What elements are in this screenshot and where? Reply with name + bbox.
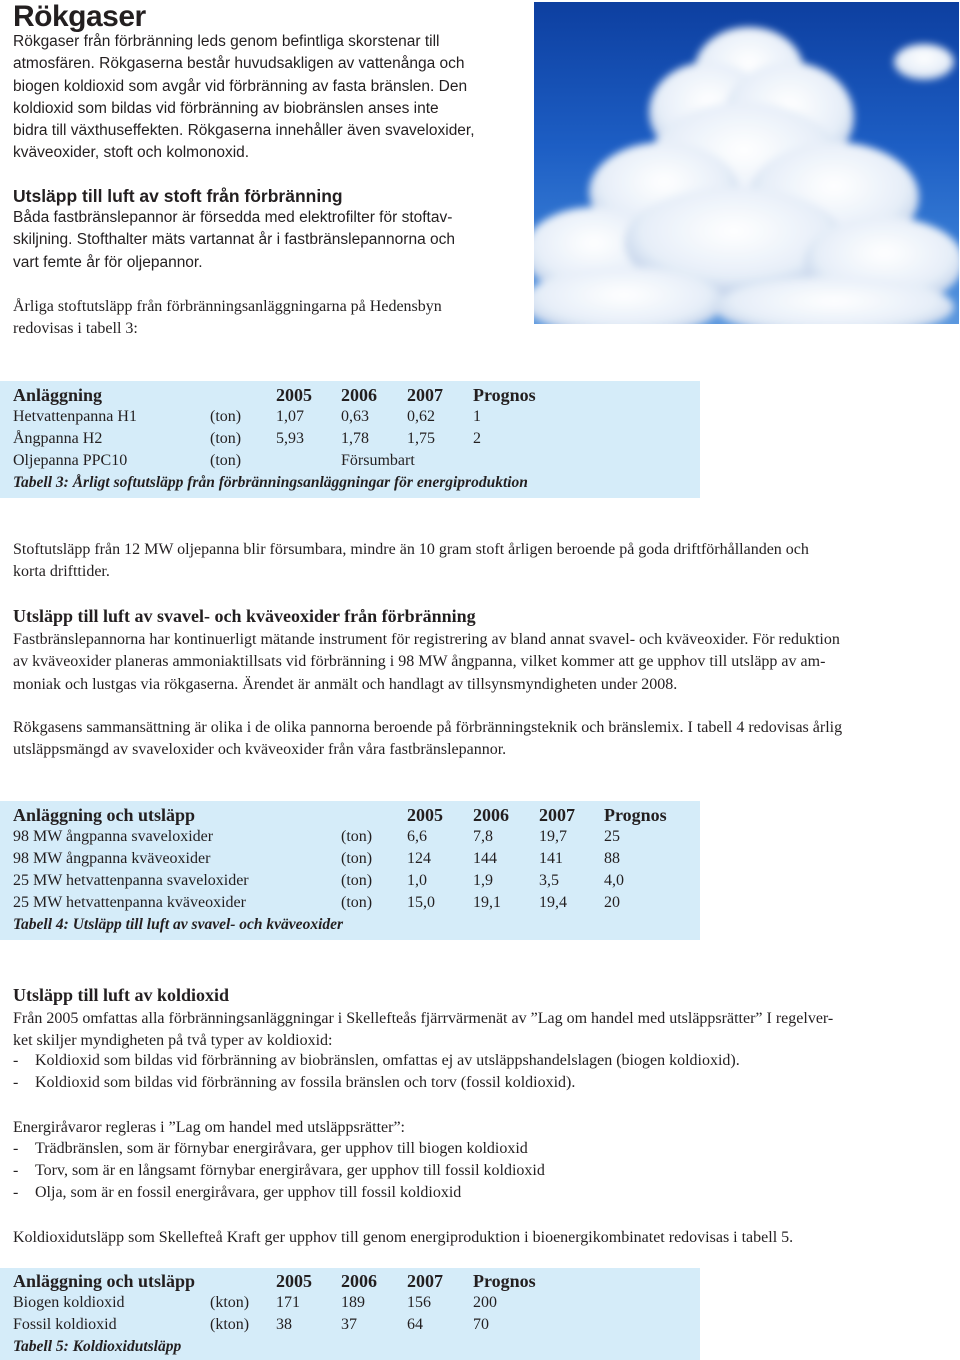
table-caption-text: Tabell 3: Årligt softutsläpp från förbränningsanläggningar för energiproduktion [13,474,528,491]
section-heading-oxider: Utsläpp till luft av svavel- och kväveoxider från förbränning [13,606,476,626]
table-cell: 1,75 [407,430,435,447]
table-caption-text: Tabell 4: Utsläpp till luft av svavel- och kväveoxider [13,916,344,933]
table-cell: 25 MW hetvattenpanna kväveoxider [13,894,246,911]
energy-intro: Energiråvaror regleras i ”Lag om handel med utsläppsrätter”: [13,1119,405,1136]
list-item-text: Olja, som är en fossil energiråvara, ger upphov till fossil koldioxid [35,1184,462,1201]
table-header-cell: 2007 [407,1271,443,1291]
cloud-illustration [534,2,959,324]
table-cell: 141 [539,850,563,867]
table-cell: 0,63 [341,408,369,425]
intro-line: atmosfären. Rökgaserna består huvudsakligen av vattenånga och [13,55,465,73]
table-row [0,872,700,894]
table-cell: 37 [341,1316,357,1333]
table3-intro-line: Årliga stoftutsläpp från förbränningsanläggningarna på Hedensbyn [13,298,442,315]
table-caption [0,474,700,496]
table-cell: (ton) [341,850,373,867]
table-row [0,894,700,916]
table-header-cell: 2007 [539,805,575,825]
table-cell: 1,78 [341,430,369,447]
table-cell: 25 [604,828,620,845]
table-cell: Ångpanna H2 [13,430,103,447]
closing-paragraph: Koldioxidutsläpp som Skellefteå Kraft ger upphov till genom energiproduktion i bioenergikombinatet redovisas i tabell 5. [13,1229,794,1246]
section-oxider-line: av kväveoxider planeras ammoniaktillsats vid förbränning i 98 MW ångpanna, vilket kommer att ge upphov till utsläpp av am- [13,653,826,671]
table-cell: Biogen koldioxid [13,1294,125,1311]
table-cell: 156 [407,1294,431,1311]
table-cell: (kton) [210,1316,250,1333]
table-header-cell: 2005 [276,385,312,405]
table-cell: (ton) [210,430,242,447]
table-cell: 1,0 [407,872,427,889]
table-cell: 20 [604,894,620,911]
table-header-row [0,805,700,827]
table-caption [0,1338,700,1360]
table-cell: 1 [473,408,481,425]
table-header-cell: Prognos [604,805,667,825]
table-cell: 171 [276,1294,300,1311]
table-cell: 5,93 [276,430,304,447]
table-header-cell: Anläggning och utsläpp [13,805,196,825]
table-row [0,850,700,872]
section-stoft-paragraph [13,207,533,274]
section-oxider-paragraph [13,629,953,696]
list-bullet: - [13,1140,19,1157]
section-heading-stoft: Utsläpp till luft av stoft från förbränning [13,186,343,206]
table-header-row [0,385,700,407]
table-cell: (ton) [210,408,242,425]
table3-intro [13,296,533,341]
table-row [0,1294,700,1316]
table-header-cell: 2006 [473,805,509,825]
section-heading-koldioxid: Utsläpp till luft av koldioxid [13,985,230,1005]
table-caption-text: Tabell 5: Koldioxidutsläpp [13,1338,182,1355]
table-cell: (ton) [341,828,373,845]
list-item-text: Koldioxid som bildas vid förbränning av fossila bränslen och torv (fossil koldioxid). [35,1074,576,1091]
section-oxider-line: moniak och lustgas via rökgaserna. Ärendet är anmält och handlagt av tillsynsmyndigheten under 2008. [13,675,678,693]
table-header-cell: 2006 [341,1271,377,1291]
list-item-text: Trädbränslen, som är förnybar energiråvara, ger upphov till biogen koldioxid [35,1140,528,1157]
table-cell: 70 [473,1316,489,1333]
table-cell: (ton) [341,894,373,911]
table-header-cell: Anläggning och utsläpp [13,1271,196,1291]
table-row [0,408,700,430]
stoft-line: Stoftutsläpp från 12 MW oljepanna blir försumbara, mindre än 10 gram stoft årligen beroende på goda driftförhållanden och [13,541,809,558]
table-cell: 88 [604,850,620,867]
table-caption [0,916,700,938]
table-cell: 98 MW ångpanna svaveloxider [13,828,214,845]
list-item-text: Torv, som är en långsamt förnybar energiråvara, ger upphov till fossil koldioxid [35,1162,545,1179]
table-header-cell: 2007 [407,385,443,405]
table-cell: 4,0 [604,872,624,889]
section-oxider-line: Rökgasens sammansättning är olika i de olika pannorna beroende på förbränningsteknik och bränslemix. I tabell 4 redovisas årlig [13,719,843,736]
table-cell: 98 MW ångpanna kväveoxider [13,850,211,867]
table-cell: 25 MW hetvattenpanna svaveloxider [13,872,249,889]
table-cell: 38 [276,1316,292,1333]
section-stoft-line: Båda fastbränslepannor är försedda med elektrofilter för stoftav- [13,209,453,226]
table-header-cell: Prognos [473,385,536,405]
intro-line: bidra till växthuseffekten. Rökgaserna innehåller även svaveloxider, [13,122,475,140]
list-bullet: - [13,1074,19,1091]
page-title: Rökgaser [13,0,146,33]
table-cell: 6,6 [407,828,427,845]
table-cell: Oljepanna PPC10 [13,452,128,469]
table-5 [0,1268,700,1360]
table3-intro-line: redovisas i tabell 3: [13,320,138,338]
table-cell: 19,7 [539,828,567,845]
cloud-photo [534,2,959,324]
section-koldioxid-line: ket skiljer myndigheten på två typer av koldioxid: [13,1032,333,1050]
list-bullet: - [13,1184,19,1201]
table-cell: Hetvattenpanna H1 [13,408,137,425]
table-cell: 1,9 [473,872,493,889]
table-header-cell: Prognos [473,1271,536,1291]
table-cell: 1,07 [276,408,304,425]
table-header-cell: 2005 [276,1271,312,1291]
table-cell: Försumbart [341,452,415,469]
table-cell: 3,5 [539,872,559,889]
section-stoft-line: vart femte år för oljepannor. [13,253,203,271]
section-stoft-line: skiljning. Stofthalter mäts vartannat år i fastbränslepannorna och [13,231,455,249]
table-cell: Fossil koldioxid [13,1316,117,1333]
table-cell: 19,1 [473,894,501,911]
table-row [0,452,700,474]
table-cell: 19,4 [539,894,567,911]
section-oxider-paragraph-2 [13,717,953,762]
table-cell: (ton) [210,452,242,469]
list-item-text: Koldioxid som bildas vid förbränning av biobränslen, omfattas ej av utsläppshandelslagen (biogen koldioxid). [35,1052,740,1069]
table-row [0,430,700,452]
intro-paragraph [13,31,533,165]
table-4 [0,801,700,940]
table-cell: 15,0 [407,894,435,911]
table-cell: 189 [341,1294,365,1311]
section-koldioxid-line: Från 2005 omfattas alla förbränningsanläggningar i Skellefteås fjärrvärmenät av ”Lag om handel med utsläppsrätter” I regelver- [13,1010,834,1027]
table-cell: 64 [407,1316,423,1333]
table-cell: 144 [473,850,497,867]
table-cell: 124 [407,850,431,867]
table-3 [0,381,700,498]
list-bullet: - [13,1162,19,1179]
stoft-paragraph [13,539,948,584]
table-row [0,828,700,850]
table-header-cell: 2005 [407,805,443,825]
table-cell: (kton) [210,1294,250,1311]
stoft-line: korta drifttider. [13,563,110,581]
intro-line: kväveoxider, stoft och kolmonoxid. [13,144,250,162]
table-row [0,1316,700,1338]
table-cell: 2 [473,430,481,447]
table-cell: (ton) [341,872,373,889]
intro-line: Rökgaser från förbränning leds genom befintliga skorstenar till [13,33,440,50]
table-header-cell: 2006 [341,385,377,405]
table-cell: 7,8 [473,828,493,845]
section-oxider-line: Fastbränslepannorna har kontinuerligt mätande instrument för registrering av bland annat svavel- och kväveoxider. För reduktion [13,631,840,648]
table-cell: 200 [473,1294,497,1311]
table-header-row [0,1271,700,1293]
table-cell: 0,62 [407,408,435,425]
section-oxider-line: utsläppsmängd av svaveloxider och kväveoxider från våra fastbränslepannor. [13,741,507,759]
intro-line: koldioxid som bildas vid förbränning av biobränslen anses inte [13,99,439,117]
intro-line: biogen koldioxid som avgår vid förbränning av fasta bränslen. Den [13,77,468,95]
table-header-cell: Anläggning [13,385,103,405]
section-koldioxid-paragraph [13,1008,953,1053]
list-bullet: - [13,1052,19,1069]
